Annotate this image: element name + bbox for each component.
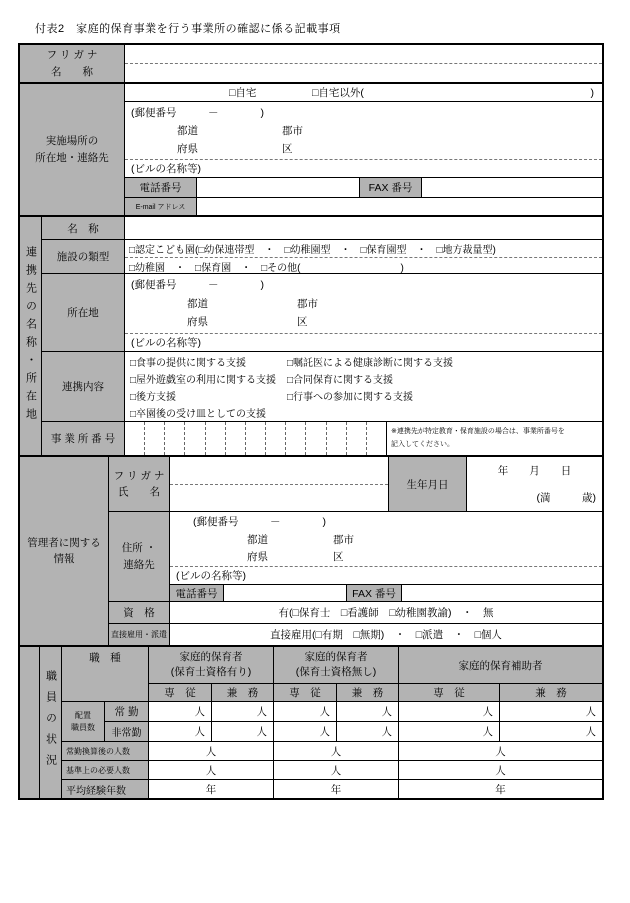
- facility-type-line1[interactable]: □認定こども園(□幼保連帯型 ・ □幼稚園型 ・ □保育園型 ・ □地方裁量型): [125, 240, 602, 258]
- cooperation-content-options: [125, 352, 602, 422]
- g3-concurrent-header: 兼 務: [500, 684, 602, 702]
- place-building-row[interactable]: [125, 160, 602, 178]
- partner-prefecture-label-2: 府県: [187, 316, 208, 328]
- qualification-options[interactable]: 有(□保育士 □看護師 □幼稚園教諭) ・ 無: [170, 602, 602, 624]
- partner-ward-label: 区: [297, 316, 308, 328]
- partner-section-vertical-label: 連携先の名称・所在地: [20, 217, 42, 457]
- manager-fax-label: FAX 番号: [347, 585, 402, 602]
- place-section-label: [20, 84, 125, 217]
- parttime-row-label: 非常勤: [105, 722, 149, 742]
- fte-row-label: 常勤換算後の人数: [62, 742, 149, 761]
- name-input[interactable]: [125, 64, 602, 84]
- place-label-line2: 所在地・連絡先: [35, 151, 109, 164]
- qualification-label: 資 格: [109, 602, 170, 624]
- furigana-label: フ リ ガ ナ: [46, 49, 98, 62]
- fulltime-row-label: 常 勤: [105, 702, 149, 722]
- partner-address-label: 所在地: [42, 274, 125, 352]
- pt-g3-dedicated-input[interactable]: 人: [399, 722, 500, 742]
- required-g1-input[interactable]: 人: [149, 761, 274, 780]
- assigned-label-line2: 職員数: [71, 722, 95, 732]
- group2-header: [274, 647, 399, 684]
- place-address-block[interactable]: [125, 102, 602, 160]
- coop-meal-checkbox[interactable]: □食事の提供に関する支援: [130, 357, 247, 369]
- coop-doctor-checkbox[interactable]: □嘱託医による健康診断に関する支援: [287, 357, 454, 369]
- g3-dedicated-header: 専 従: [399, 684, 500, 702]
- experience-g1-input[interactable]: 年: [149, 780, 274, 798]
- manager-county-city-label: 郡市: [333, 534, 354, 546]
- ft-g1-concurrent-input[interactable]: 人: [212, 702, 274, 722]
- manager-prefecture-label-1: 都道: [247, 534, 268, 546]
- other-close-paren: ): [590, 86, 594, 99]
- county-city-label: 郡市: [282, 125, 303, 137]
- name-furigana-input[interactable]: [125, 45, 602, 64]
- office-number-note-line2: 記入してください。: [391, 441, 454, 449]
- place-label-line1: 実施場所の: [45, 135, 99, 148]
- group1-header: [149, 647, 274, 684]
- facility-type-line2[interactable]: □幼稚園 ・ □保育園 ・ □その他( ): [129, 262, 404, 274]
- experience-g3-input[interactable]: 年: [495, 783, 506, 796]
- birthdate-input[interactable]: [467, 457, 602, 512]
- birthdate-ymd-label: 年 月 日: [497, 465, 572, 477]
- email-label: E-mail アドレス: [125, 198, 197, 217]
- ft-g3-concurrent-input[interactable]: 人: [500, 702, 602, 722]
- employment-type-options[interactable]: 直接雇用(□有期 □無期) ・ □派遣 ・ □個人: [170, 624, 602, 647]
- office-number-digit-boxes[interactable]: [125, 422, 387, 457]
- name-section-label: [20, 45, 125, 84]
- manager-address-label-line1: 住所 ・: [121, 542, 157, 555]
- g1-dedicated-header: 専 従: [149, 684, 212, 702]
- fte-g1-input[interactable]: 人: [149, 742, 274, 761]
- manager-label-line2: 情報: [53, 553, 75, 565]
- required-g2-input[interactable]: 人: [274, 761, 399, 780]
- pt-g3-concurrent-input[interactable]: 人: [500, 722, 602, 742]
- assigned-staff-label: [62, 702, 105, 742]
- experience-g2-input[interactable]: 年: [274, 780, 399, 798]
- ward-label: 区: [282, 143, 293, 155]
- manager-label-line1: 管理者に関する: [27, 536, 101, 549]
- tel-input[interactable]: [197, 178, 360, 198]
- required-row-label: 基準上の必要人数: [62, 761, 149, 780]
- ft-g3-dedicated-input[interactable]: 人: [399, 702, 500, 722]
- group1-header-line1: 家庭的保育者: [179, 651, 243, 664]
- manager-furigana-label: フ リ ガ ナ: [113, 469, 165, 482]
- manager-name-label: [109, 457, 170, 512]
- coop-playroom-checkbox[interactable]: □屋外遊戯室の利用に関する支援: [130, 375, 277, 386]
- manager-name-input[interactable]: [170, 457, 389, 512]
- family-childcare-form-table: [18, 43, 604, 800]
- manager-ward-label: 区: [333, 551, 344, 563]
- manager-postal-label: (郵便番号 － ): [193, 516, 326, 528]
- g1-concurrent-header: 兼 務: [212, 684, 274, 702]
- building-name-label: (ビルの名称等): [131, 163, 201, 175]
- coop-events-checkbox[interactable]: □行事への参加に関する支援: [287, 392, 414, 403]
- facility-type-options: [125, 240, 602, 274]
- other-checkbox[interactable]: □自宅以外(: [312, 87, 364, 99]
- ft-g2-concurrent-input[interactable]: 人: [337, 702, 399, 722]
- home-checkbox[interactable]: □自宅: [229, 87, 257, 99]
- pt-g1-dedicated-input[interactable]: 人: [149, 722, 212, 742]
- manager-address-label: [109, 512, 170, 602]
- email-input[interactable]: [197, 198, 602, 217]
- ft-g1-dedicated-input[interactable]: 人: [149, 702, 212, 722]
- manager-furigana-input[interactable]: [170, 457, 388, 485]
- prefecture-label-2: 府県: [177, 143, 198, 155]
- group2-header-line2: (保育士資格無し): [295, 666, 377, 678]
- manager-building-row[interactable]: [170, 567, 602, 585]
- office-number-note-line1: ※連携先が特定教育・保育施設の場合は、事業所番号を: [391, 428, 565, 435]
- manager-prefecture-label-2: 府県: [247, 551, 268, 563]
- coop-joint-care-checkbox[interactable]: □合同保育に関する支援: [287, 375, 394, 386]
- pt-g1-concurrent-input[interactable]: 人: [212, 722, 274, 742]
- group3-header: 家庭的保育補助者: [399, 647, 602, 684]
- staff-section-spacer: [20, 647, 40, 798]
- manager-building-label: (ビルの名称等): [176, 570, 246, 582]
- partner-name-input[interactable]: [125, 217, 602, 240]
- fax-label: FAX 番号: [360, 178, 422, 198]
- coop-backup-checkbox[interactable]: □後方支援: [130, 392, 177, 403]
- staff-section-vertical-label: 職員の状況: [40, 647, 62, 798]
- required-g3-input[interactable]: 人: [399, 761, 602, 780]
- fax-input[interactable]: [422, 178, 602, 198]
- group1-header-line2: (保育士資格有り): [170, 666, 252, 678]
- pt-g2-concurrent-input[interactable]: 人: [337, 722, 399, 742]
- employment-type-label: 直接雇用・派遣: [109, 624, 170, 647]
- manager-name-label-text: 氏 名: [118, 486, 160, 498]
- cooperation-content-label: 連携内容: [42, 352, 125, 422]
- office-number-note: [387, 422, 602, 457]
- coop-after-graduation-checkbox[interactable]: □卒園後の受け皿としての支援: [130, 409, 267, 420]
- fte-g3-input[interactable]: 人: [399, 742, 602, 761]
- manager-tel-label: 電話番号: [170, 585, 224, 602]
- experience-row-label: 平均経験年数: [62, 780, 149, 798]
- partner-building-label: (ビルの名称等): [131, 337, 201, 349]
- manager-tel-input[interactable]: [224, 585, 347, 602]
- postal-code-label: (郵便番号 － ): [131, 107, 264, 119]
- facility-type-label: 施設の類型: [42, 240, 125, 274]
- prefecture-label-1: 都道: [177, 125, 198, 137]
- birthdate-age-label: (満 歳): [536, 492, 596, 504]
- partner-county-city-label: 郡市: [297, 298, 318, 310]
- tel-label: 電話番号: [125, 178, 197, 198]
- partner-address-block[interactable]: [125, 274, 602, 334]
- page-title: 付表2 家庭的保育事業を行う事業所の確認に係る記載事項: [35, 23, 341, 35]
- manager-fax-input[interactable]: [402, 585, 602, 602]
- assigned-label-line1: 配置: [75, 710, 91, 720]
- manager-section-label: [20, 457, 109, 647]
- manager-address-label-line2: 連絡先: [123, 558, 155, 571]
- job-type-header: 職 種: [62, 647, 149, 702]
- pt-g2-dedicated-input[interactable]: 人: [274, 722, 337, 742]
- partner-building-row[interactable]: [125, 334, 602, 352]
- g2-dedicated-header: 専 従: [274, 684, 337, 702]
- partner-prefecture-label-1: 都道: [187, 298, 208, 310]
- partner-name-label: 名 称: [42, 217, 125, 240]
- ft-g2-dedicated-input[interactable]: 人: [274, 702, 337, 722]
- g2-concurrent-header: 兼 務: [337, 684, 399, 702]
- office-number-label: 事 業 所 番 号: [42, 422, 125, 457]
- name-label: 名 称: [51, 65, 93, 78]
- partner-postal-label: (郵便番号 － ): [131, 279, 264, 291]
- fte-g2-input[interactable]: 人: [274, 742, 399, 761]
- birthdate-label: 生年月日: [389, 457, 467, 512]
- home-or-other-row[interactable]: [125, 84, 602, 102]
- manager-address-block[interactable]: [170, 512, 602, 567]
- group2-header-line1: 家庭的保育者: [304, 651, 368, 664]
